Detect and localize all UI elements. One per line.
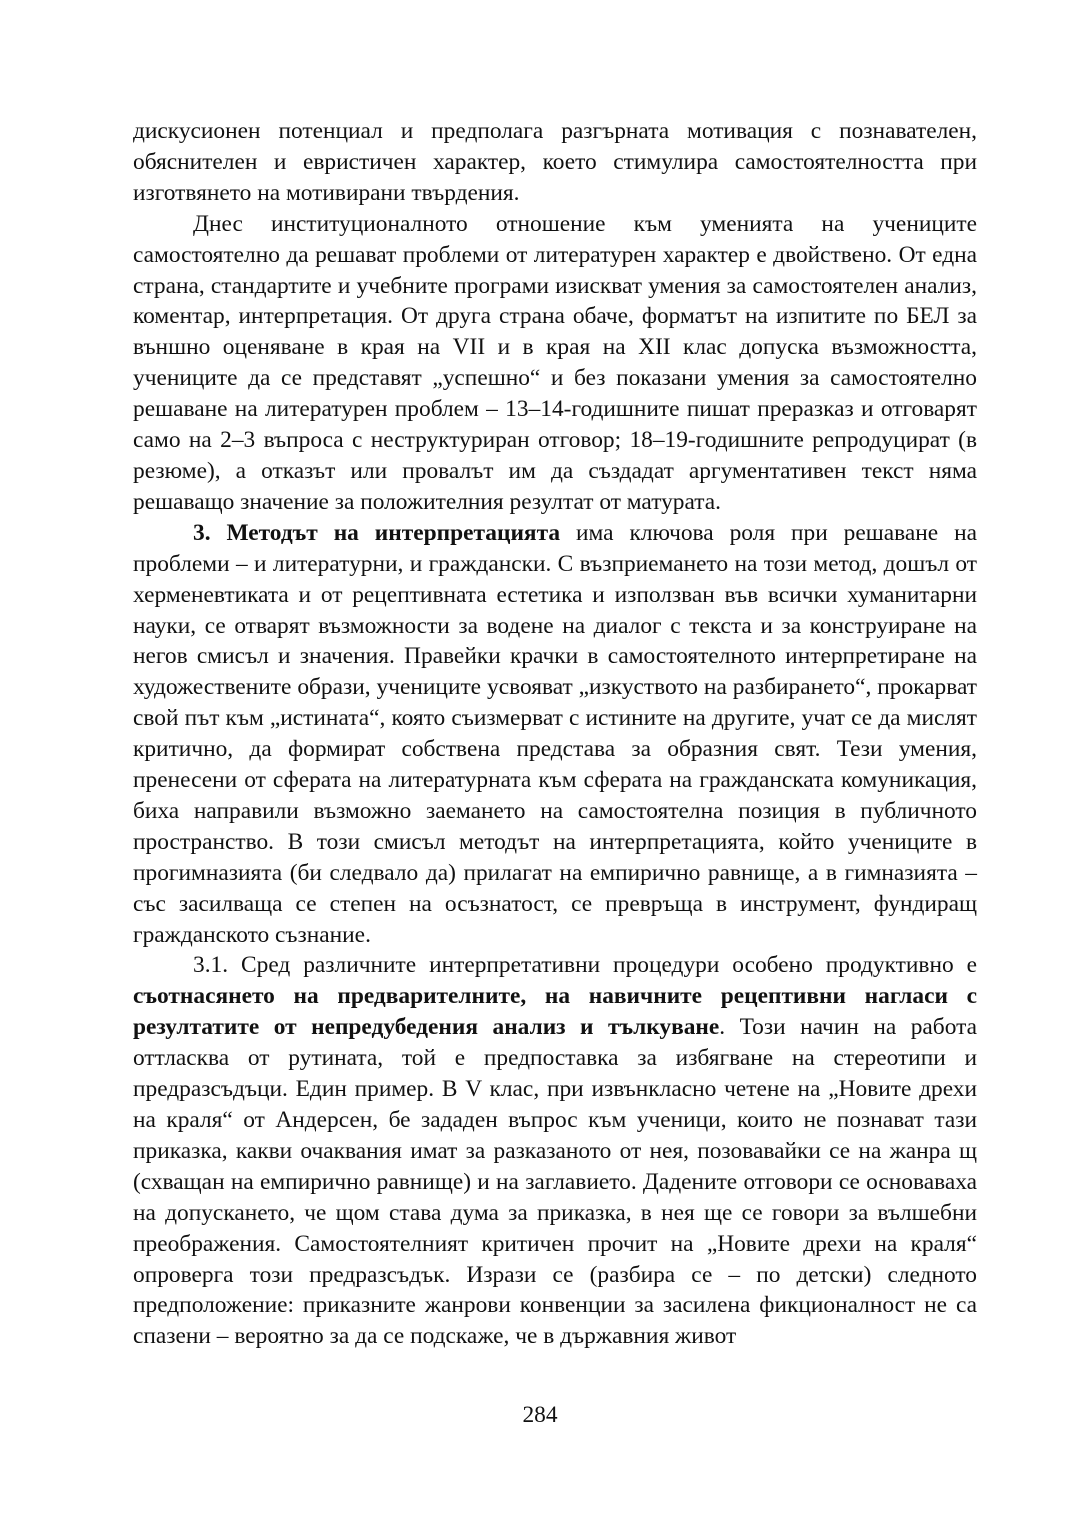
paragraph-text: 3.1. Сред различните интерпретативни процедури особено продуктивно е xyxy=(193,952,977,979)
section-heading-inline: 3. Методът на интерпретацията xyxy=(193,519,561,546)
paragraph-interpretation-method xyxy=(133,518,977,951)
paragraph-text: има ключова роля при решаване на проблеми – и литературни, и граждански. С възприемането на този метод, дошъл от херменевтиката и от рецептивната естетика и използван във всички хуманитарни науки, се отварят възможности за водене на диалог с текста и за конструиране на негов смисъл и значения. Правейки крачки в самостоятелното интерпретиране на художествените образи, учениците усвояват „изкуството на разбирането“, прокарват свой път към „истината“, която съизмерват с истините на другите, учат се да мислят критично, да формират собствена представа за образния свят. Тези умения, пренесени от сферата на литературната към сферата на гражданската комуникация, биха направили възможно заемането на самостоятелна позиция в публичното пространство. В този смисъл методът на интерпретацията, който учениците в прогимназията (би следвало да) прилагат на емпирично равнище, а в гимназията – със засилваща се степен на осъзнатост, се превръща в инструмент, фундиращ гражданското съзнание. xyxy=(133,519,977,948)
body-text xyxy=(133,116,977,1352)
paragraph-text: Днес институционалното отношение към уменията на учениците самостоятелно да решават проблеми от литературен характер е двойствено. От една страна, стандартите и учебните програми изискват умения за самостоятелен анализ, коментар, интерпретация. От друга страна обаче, форматът на изпитите по БЕЛ за външно оценяване в края на VII и в края на XII клас допуска възможността, учениците да се представят „успешно“ и без показани умения за самостоятелно решаване на литературен проблем – 13–14-годишните пишат преразказ и отговарят само на 2–3 въпроса с неструктуриран отговор; 18–19-годишните репродуцират (в резюме), а отказът или провалът им да създадат аргументативен текст няма решаващо значение за положителния резултат от матурата. xyxy=(133,210,977,515)
paragraph-continuation xyxy=(133,116,977,209)
emphasized-phrase: съотнасянето на предварителните, на навичните рецептивни нагласи с резултатите от непредубедения анализ и тълкуване xyxy=(133,983,977,1041)
paragraph-institutional-attitude xyxy=(133,209,977,518)
paragraph-text: дискусионен потенциал и предполага разгърната мотивация с познавателен, обяснителен и евристичен характер, което стимулира самостоятелността при изготвянето на мотивирани твърдения. xyxy=(133,118,977,206)
paragraph-text: . Този начин на работа оттласква от рутината, той е предпоставка за избягване на стереотипи и предразсъдъци. Един пример. В V клас, при извънкласно четене на „Новите дрехи на краля“ от Андерсен, бе зададен въпрос към ученици, които не познават тази приказка, какви очаквания имат за разказаното от нея, позовавайки се на жанра щ (схващан на емпирично равнище) и на заглавието. Дадените отговори се основаваха на допускането, че щом става дума за приказка, в нея ще се говори за вълшебни преображения. Самостоятелният критичен прочит на „Новите дрехи на краля“ опроверга този предразсъдък. Изрази се (разбира се – по детски) следното предположение: приказните жанрови конвенции за засилена фикционалност не са спазени – вероятно за да се подскаже, че в държавния живот xyxy=(133,1014,977,1350)
paragraph-subsection-3-1 xyxy=(133,950,977,1352)
page-number: 284 xyxy=(522,1402,558,1428)
